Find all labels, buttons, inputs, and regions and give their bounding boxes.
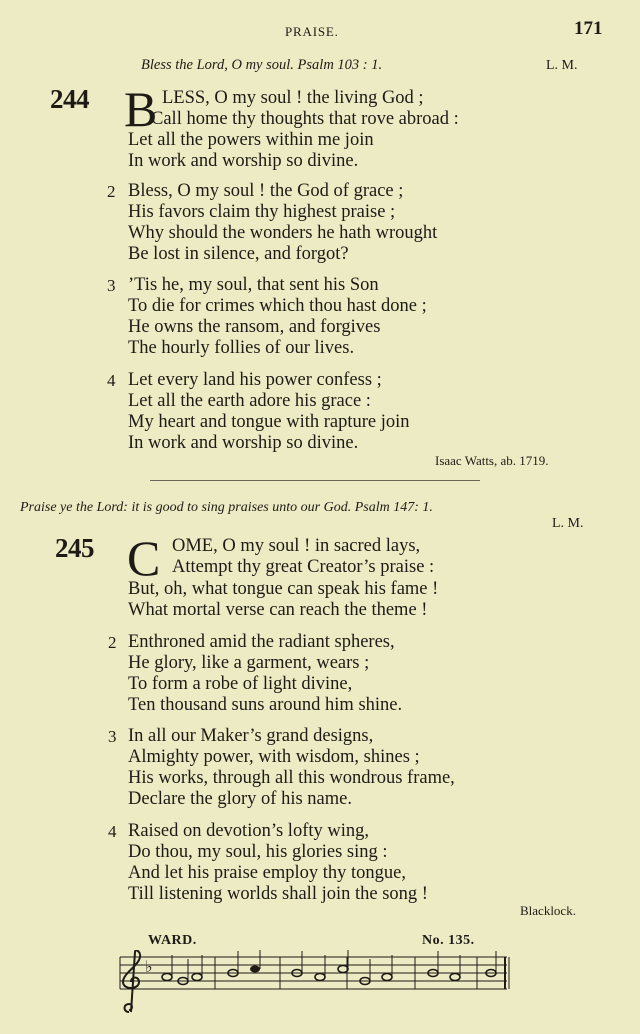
hymn-244-verse-1-line: Call home thy thoughts that rove abroad :: [151, 109, 459, 129]
hymn-244-verse-2-line: Bless, O my soul ! the God of grace ;: [128, 181, 404, 201]
hymn-244-verse-3-line: The hourly follies of our lives.: [128, 338, 355, 358]
hymn-245-verse-2-line: He glory, like a garment, wears ;: [128, 653, 370, 673]
hymn-244-first-line: LESS, O my soul ! the living God ;: [162, 88, 424, 108]
hymn-245-verse-1-line: What mortal verse can reach the theme !: [128, 600, 428, 620]
hymn-245-verse-3-line: His works, through all this wondrous frame,: [128, 768, 455, 788]
hymn-244-verse-4-line: My heart and tongue with rapture join: [128, 412, 410, 432]
hymn-245-verse-3-line: Declare the glory of his name.: [128, 789, 352, 809]
hymn-244-dropcap: B: [124, 81, 158, 137]
hymn-245-verse-2-line: Enthroned amid the radiant spheres,: [128, 632, 395, 652]
music-staff: [115, 950, 515, 1020]
music-note: [315, 974, 325, 981]
hymn-245-verse-3-number: 3: [108, 727, 117, 746]
tune-name: WARD.: [148, 933, 197, 948]
music-note: [250, 966, 260, 973]
hymn-245-verse-1-line: But, oh, what tongue can speak his fame !: [128, 579, 439, 599]
hymn-244-verse-2-line: Be lost in silence, and forgot?: [128, 244, 349, 264]
hymn-245-verse-1-line: Attempt thy great Creator’s praise :: [172, 557, 435, 577]
hymn-245-verse-2-line: To form a robe of light divine,: [128, 674, 353, 694]
hymn-245-verse-4-line: And let his praise employ thy tongue,: [128, 863, 406, 883]
flat-sign-icon: ♭: [145, 957, 153, 976]
hymn-244-verse-3-line: To die for crimes which thou hast done ;: [128, 296, 427, 316]
running-header-title: PRAISE.: [285, 24, 339, 39]
hymn-244-number: 244: [50, 84, 89, 114]
hymn-245-verse-4-line: Raised on devotion’s lofty wing,: [128, 821, 369, 841]
hymn-245-verse-4-number: 4: [108, 822, 117, 841]
hymn-244-verse-2-line: His favors claim thy highest praise ;: [128, 202, 396, 222]
hymn-245-meter: L. M.: [552, 516, 584, 531]
hymn-244-verse-3-number: 3: [107, 276, 116, 295]
music-note: [162, 974, 172, 981]
hymn-244-verse-1-line: Let all the powers within me join: [128, 130, 374, 150]
hymn-244-verse-4-line: Let all the earth adore his grace :: [128, 391, 371, 411]
hymn-244-verse-4-line: In work and worship so divine.: [128, 433, 359, 453]
hymn-245-dropcap: C: [127, 530, 161, 586]
hymn-244-verse-3-line: He owns the ransom, and forgives: [128, 317, 381, 337]
hymn-245-number: 245: [55, 533, 94, 563]
hymn-245-verse-2-number: 2: [108, 633, 117, 652]
tune-number: No. 135.: [422, 933, 475, 948]
hymn-244-subtitle: Bless the Lord, O my soul. Psalm 103 : 1.: [141, 57, 383, 73]
hymn-244-verse-4-number: 4: [107, 371, 116, 390]
hymn-244-verse-2-line: Why should the wonders he hath wrought: [128, 223, 438, 243]
hymn-245-verse-3-line: Almighty power, with wisdom, shines ;: [128, 747, 420, 767]
music-note: [450, 974, 460, 981]
hymn-245-verse-4-line: Till listening worlds shall join the song !: [128, 884, 428, 904]
hymn-244-meter: L. M.: [546, 58, 578, 73]
music-note: [382, 974, 392, 981]
section-divider: [150, 480, 480, 481]
hymn-244-verse-3-line: ’Tis he, my soul, that sent his Son: [128, 275, 379, 295]
hymn-244-verse-2-number: 2: [107, 182, 116, 201]
page-number: 171: [574, 18, 603, 39]
hymn-244-author: Isaac Watts, ab. 1719.: [435, 453, 549, 468]
hymn-245-verse-4-line: Do thou, my soul, his glories sing :: [128, 842, 388, 862]
hymn-245-verse-2-line: Ten thousand suns around him shine.: [128, 695, 403, 715]
hymn-245-subtitle: Praise ye the Lord: it is good to sing praises unto our God. Psalm 147: 1.: [20, 500, 433, 515]
hymn-244-verse-1-line: In work and worship so divine.: [128, 151, 359, 171]
hymn-245-author: Blacklock.: [520, 903, 576, 918]
hymn-245-first-line: OME, O my soul ! in sacred lays,: [172, 536, 421, 556]
hymn-244-verse-4-line: Let every land his power confess ;: [128, 370, 382, 390]
hymn-245-verse-3-line: In all our Maker’s grand designs,: [128, 726, 374, 746]
music-note: [192, 974, 202, 981]
